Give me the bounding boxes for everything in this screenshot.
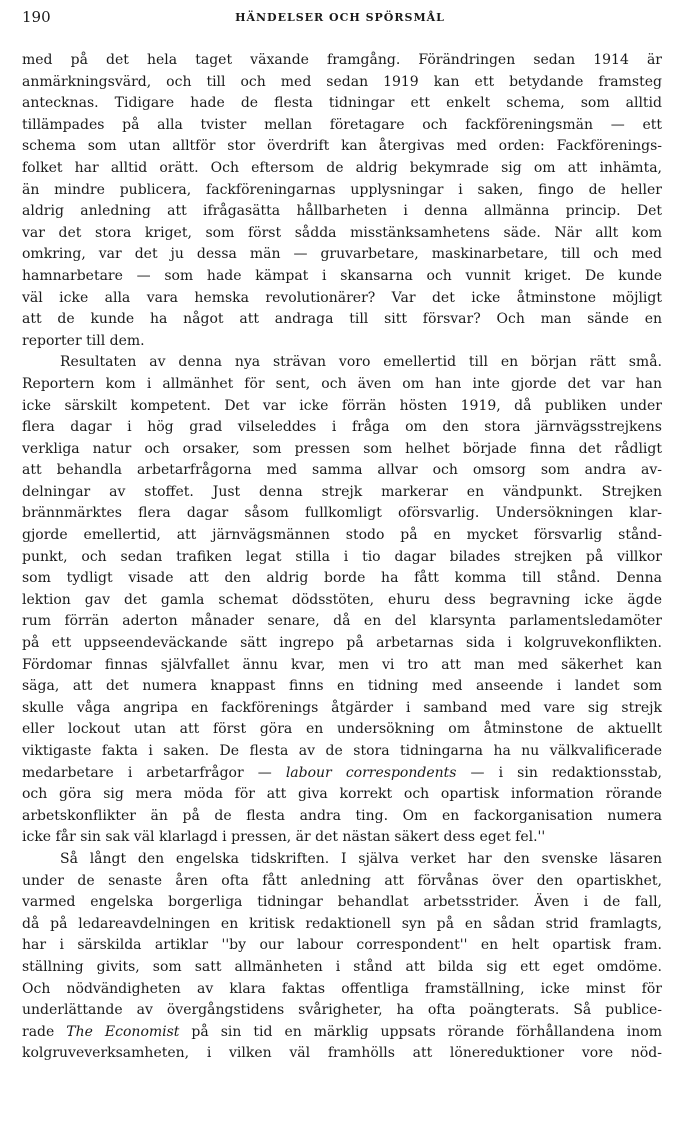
text-line: på ett uppseendeväckande sätt ingrepo på arbetarnas sida i kolgruvekonflikten.: [22, 635, 662, 652]
text-line: Så långt den engelska tidskriften. I själva verket har den svenske läsaren: [60, 850, 662, 867]
text-line: icke särskilt kompetent. Det var icke förrän hösten 1919, då publiken under: [22, 397, 662, 414]
text-line: hamnarbetare — som hade kämpat i skansarna och vunnit kriget. De kunde: [22, 267, 662, 284]
text-line: under de senaste åren ofta fått anledning att förvånas över den opartiskhet,: [22, 872, 662, 889]
text-line: tillämpades på alla tvister mellan företagare och fackföreningsmän — ett: [22, 116, 662, 133]
body-text: [22, 50, 662, 1065]
text-line-with-italic: rade The Economist på sin tid en märklig uppsats rörande förhållandena inom: [22, 1023, 662, 1040]
text-line: aldrig anledning att ifrågasätta hållbarheten i denna allmänna princip. Det: [22, 203, 662, 220]
running-title: HÄNDELSER OCH SPÖRSMÅL: [235, 11, 445, 24]
text-line: säga, att det numera knappast finns en tidning med anseende i landet som: [22, 678, 662, 695]
text-line: Reportern kom i allmänhet för sent, och även om han inte gjorde det var han: [22, 375, 662, 392]
text-line: ställning givits, som satt allmänheten i stånd att bilda sig ett eget omdöme.: [22, 958, 662, 975]
text-line: väl icke alla vara hemska revolutionärer? Var det icke åtminstone möjligt: [22, 289, 662, 306]
text-line: flera dagar i hög grad vilseleddes i fråga om den stora järnvägsstrejkens: [22, 419, 662, 436]
text-line: med på det hela taget växande framgång. Förändringen sedan 1914 är: [22, 52, 662, 68]
text-line: varmed engelska borgerliga tidningar behandlat arbetsstrider. Även i de fall,: [22, 894, 662, 911]
text-line: har i särskilda artiklar ''by our labour correspondent'' en helt opartisk fram.: [22, 937, 662, 954]
text-line: anmärkningsvärd, och till och med sedan 1919 kan ett betydande framsteg: [22, 73, 662, 90]
italic-phrase: The Economist: [66, 1023, 180, 1040]
text-line: och göra sig mera möda för att giva korrekt och opartisk information rörande: [22, 786, 662, 803]
text-line: att de kunde ha något att andraga till sitt försvar? Och man sände en: [22, 311, 662, 328]
text-line: delningar av stoffet. Just denna strejk markerar en vändpunkt. Strejken: [22, 483, 662, 500]
text-line: eller lockout utan att först göra en undersökning om åtminstone de aktuellt: [22, 721, 662, 738]
text-line: rum förrän aderton månader senare, då en del klarsynta parlamentsledamöter: [22, 613, 662, 630]
text-line: lektion gav det gamla schemat dödsstöten, ehuru dess begravning icke ägde: [22, 591, 662, 608]
text-line: skulle våga angripa en fackförenings åtgärder i samband med vare sig strejk: [22, 699, 662, 716]
text-line: arbetskonflikter än på de flesta andra ting. Om en fackorganisation numera: [22, 807, 662, 824]
text-line: Resultaten av denna nya strävan voro emellertid till en början rätt små.: [60, 354, 662, 371]
text-line: att behandla arbetarfrågorna med samma allvar och omsorg som andra av-: [22, 462, 662, 479]
page-number: 190: [22, 8, 51, 26]
text-line: som tydligt visade att den aldrig borde ha fått komma till stånd. Denna: [22, 570, 662, 587]
text-line: brännmärktes flera dagar såsom fullkomligt oförsvarlig. Undersökningen klar-: [22, 505, 662, 522]
text-line: reporter till dem.: [22, 332, 145, 349]
text-line: antecknas. Tidigare hade de flesta tidningar ett enkelt schema, som alltid: [22, 95, 662, 112]
text-line: punkt, och sedan trafiken legat stilla i tio dagar bilades strejken på villkor: [22, 548, 662, 565]
text-line: underlättande av övergångstidens svårigheter, ha ofta poängterats. Så publice-: [22, 1002, 662, 1019]
page-header: [22, 8, 658, 30]
text-line: verkliga natur och orsaker, som pressen som helhet började finna det rådligt: [22, 440, 662, 457]
text-line: då på ledareavdelningen en kritisk redaktionell syn på en sådan strid framlagts,: [22, 915, 662, 932]
text-line: Och nödvändigheten av klara faktas offentliga framställning, icke minst för: [22, 980, 662, 997]
text-line: folket har alltid orätt. Och eftersom de aldrig bekymrade sig om att inhämta,: [22, 159, 662, 176]
text-line: kolgruveverksamheten, i vilken väl framhölls att lönereduktioner vore nöd-: [22, 1045, 662, 1062]
text-line: Fördomar finnas självfallet ännu kvar, men vi tro att man med säkerhet kan: [22, 656, 662, 673]
text-line: var det stora kriget, som först sådda misstänksamhetens säde. När allt kom: [22, 224, 662, 241]
text-line: viktigaste fakta i saken. De flesta av de stora tidningarna ha nu välkvalificerade: [22, 743, 662, 759]
text-line: icke får sin sak väl klarlagd i pressen, är det nästan säkert dess eget fel.'': [22, 829, 546, 846]
italic-phrase: labour correspondents: [285, 764, 457, 781]
text-line: gjorde emellertid, att järnvägsmännen stodo på en mycket försvarlig stånd-: [22, 527, 662, 544]
text-line: schema som utan alltför stor överdrift kan återgivas med orden: Fackförenings-: [22, 138, 662, 155]
text-line-with-italic: medarbetare i arbetarfrågor — labour correspondents — i sin redaktionsstab,: [22, 764, 663, 781]
text-line: omkring, var det ju dessa män — gruvarbetare, maskinarbetare, till och med: [22, 246, 662, 263]
text-line: än mindre publicera, fackföreningarnas upplysningar i saken, fingo de heller: [22, 181, 662, 198]
